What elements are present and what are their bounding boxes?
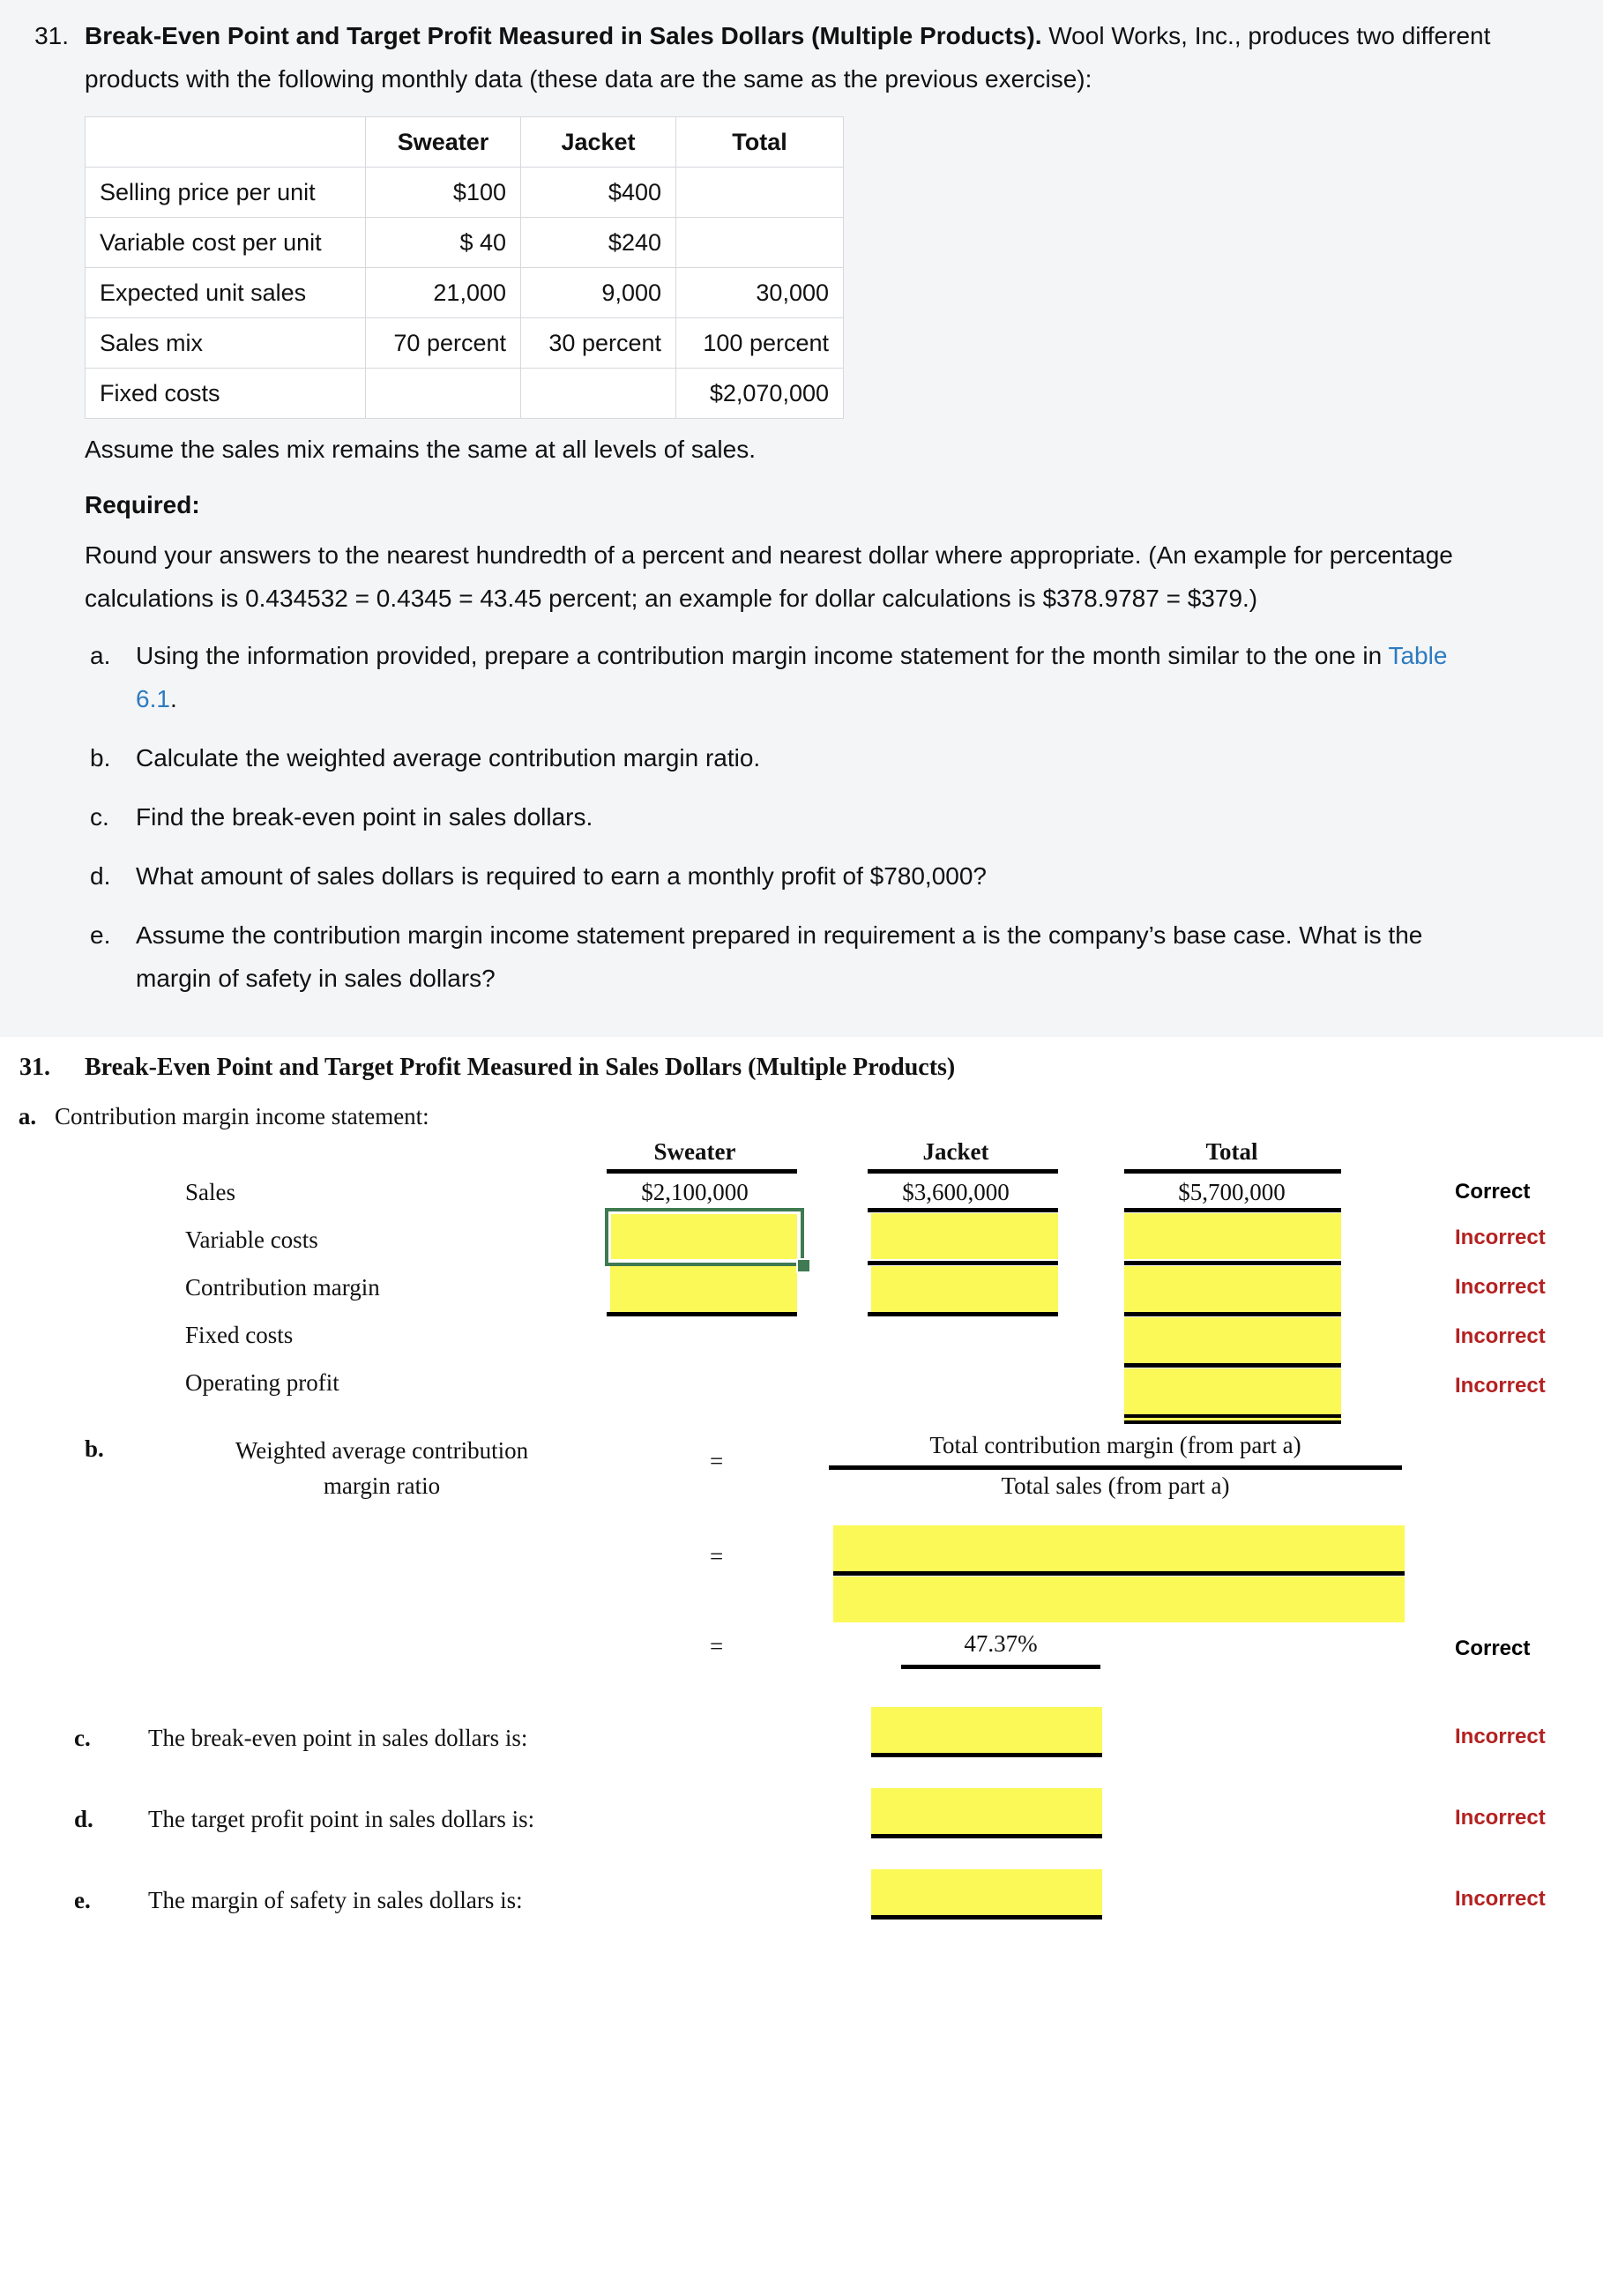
requirement-text: Assume the contribution margin income statement prepared in requirement a is the company’s base case. What is the margin of safety in sales dollars? [136, 921, 1423, 992]
part-c-letter: c. [74, 1725, 91, 1751]
answer-number: 31. [19, 1054, 50, 1081]
row-label: Fixed costs [86, 369, 366, 419]
part-b-result-rule [901, 1665, 1100, 1669]
header-jacket: Jacket [521, 117, 676, 168]
sales-value-sweater: $2,100,000 [641, 1179, 749, 1205]
question-header-row [0, 0, 1603, 1016]
cell-total: 30,000 [676, 268, 844, 318]
rule-jacket-variable [868, 1261, 1058, 1265]
part-b-input-fraction-rule [833, 1571, 1405, 1576]
requirement-text: Find the break-even point in sales dollars. [136, 803, 593, 831]
status-badge-contribution-margin: Incorrect [1455, 1275, 1546, 1299]
part-b-denominator: Total sales (from part a) [1001, 1472, 1230, 1499]
rounding-note: Round your answers to the nearest hundredth of a percent and nearest dollar where appropriate. (An example for percentage calculations is 0.434532 = 0.4345 = 43.45 percent; an example for dollar calculations is $378.9787 = $379.) [85, 541, 1453, 612]
col-header-jacket: Jacket [922, 1138, 989, 1165]
part-e-text: The margin of safety in sales dollars is: [148, 1887, 523, 1913]
equals-sign-3: = [710, 1633, 724, 1659]
fill-handle[interactable] [796, 1258, 811, 1273]
part-d-letter: d. [74, 1806, 93, 1832]
input-target-profit-sales-dollars[interactable] [871, 1788, 1102, 1834]
cell-total: 100 percent [676, 318, 844, 369]
requirement-item-e [85, 913, 1506, 1000]
requirement-letter: c. [90, 803, 109, 831]
requirement-letter: a. [90, 642, 111, 669]
rule-jacket-contribution [868, 1312, 1058, 1316]
requirement-item-d [85, 854, 1506, 898]
status-badge-part-b: Correct [1455, 1636, 1531, 1660]
question-number: 31. [34, 22, 69, 49]
input-fixed-costs-total[interactable] [1124, 1317, 1341, 1363]
part-a-heading-row [0, 1100, 1603, 1132]
status-badge-part-e: Incorrect [1455, 1887, 1546, 1911]
equals-sign-1: = [710, 1448, 724, 1474]
contribution-margin-statement [0, 1137, 1603, 1402]
header-blank [86, 117, 366, 168]
answer-title: Break-Even Point and Target Profit Measured in Sales Dollars (Multiple Products) [85, 1054, 956, 1081]
cell-jacket: $400 [521, 168, 676, 218]
part-b-result: 47.37% [964, 1630, 1038, 1657]
part-b-fraction-rule [829, 1465, 1402, 1470]
question-title: Break-Even Point and Target Profit Measured in Sales Dollars (Multiple Products). [85, 22, 1042, 49]
status-badge-operating-profit: Incorrect [1455, 1374, 1546, 1398]
input-part-b-numerator[interactable] [833, 1525, 1405, 1571]
rule-total-top [1124, 1208, 1341, 1212]
question-body [85, 0, 1603, 1016]
rule-total-double-underline [1124, 1414, 1341, 1424]
cell-jacket: 30 percent [521, 318, 676, 369]
part-a-letter: a. [18, 1103, 37, 1129]
part-b-label-line2: margin ratio [323, 1472, 441, 1499]
requirement-text-before: Using the information provided, prepare a contribution margin income statement for the month similar to the one in [136, 642, 1389, 669]
rule-part-e [871, 1915, 1102, 1920]
table-row [86, 168, 844, 218]
answer-title-row [0, 1051, 1603, 1085]
sales-value-jacket: $3,600,000 [902, 1179, 1010, 1205]
input-break-even-sales-dollars[interactable] [871, 1707, 1102, 1753]
col-rule-total [1124, 1169, 1341, 1174]
cell-sweater: 21,000 [366, 268, 521, 318]
requirements-list [85, 634, 1506, 1000]
input-margin-of-safety-sales-dollars[interactable] [871, 1869, 1102, 1915]
header-sweater: Sweater [366, 117, 521, 168]
status-badge-sales: Correct [1455, 1180, 1531, 1204]
input-contribution-margin-jacket[interactable] [871, 1266, 1058, 1312]
col-rule-jacket [868, 1169, 1058, 1174]
rule-jacket-top [868, 1208, 1058, 1212]
row-label-operating-profit: Operating profit [185, 1369, 339, 1396]
requirement-text: What amount of sales dollars is required to earn a monthly profit of $780,000? [136, 862, 987, 890]
header-total: Total [676, 117, 844, 168]
rule-sweater-contribution [607, 1312, 797, 1316]
input-variable-costs-total[interactable] [1124, 1213, 1341, 1259]
sales-value-total: $5,700,000 [1178, 1179, 1286, 1205]
part-e-row [0, 1864, 1603, 1942]
requirement-item-c [85, 795, 1506, 839]
requirement-item-b [85, 736, 1506, 779]
input-contribution-margin-sweater[interactable] [610, 1266, 797, 1312]
rule-sweater-variable [607, 1261, 797, 1265]
input-operating-profit-total[interactable] [1124, 1368, 1341, 1414]
rule-total-contribution [1124, 1312, 1341, 1316]
status-badge-variable-costs: Incorrect [1455, 1226, 1546, 1249]
requirement-letter: b. [90, 744, 111, 772]
question-intro-rest: Wool Works, Inc., produces two different products with the following monthly data (these data are the same as the previous exercise): [85, 22, 1491, 93]
question-intro [85, 14, 1506, 101]
row-label-fixed-costs: Fixed costs [185, 1322, 294, 1348]
table-row [86, 268, 844, 318]
part-b-block [0, 1428, 1603, 1693]
status-badge-part-d: Incorrect [1455, 1806, 1546, 1830]
row-label-contribution-margin: Contribution margin [185, 1274, 380, 1301]
assumption-note: Assume the sales mix remains the same at all levels of sales. [85, 436, 756, 463]
part-e-letter: e. [74, 1887, 91, 1913]
row-label: Expected unit sales [86, 268, 366, 318]
rule-total-fixed [1124, 1363, 1341, 1368]
col-header-sweater: Sweater [653, 1138, 736, 1165]
given-data-table-body [86, 168, 844, 419]
given-data-table [85, 116, 844, 419]
row-label: Variable cost per unit [86, 218, 366, 268]
question-section [0, 0, 1603, 1037]
part-c-text: The break-even point in sales dollars is: [148, 1725, 528, 1751]
requirement-letter: d. [90, 862, 111, 890]
cell-sweater: $ 40 [366, 218, 521, 268]
requirement-text-after: . [169, 685, 177, 712]
cell-jacket: 9,000 [521, 268, 676, 318]
status-badge-part-c: Incorrect [1455, 1725, 1546, 1748]
requirement-item-a [85, 634, 1506, 720]
table-row [86, 318, 844, 369]
part-b-numerator: Total contribution margin (from part a) [929, 1432, 1301, 1458]
part-b-label-line1: Weighted average contribution [235, 1437, 529, 1464]
part-c-row [0, 1702, 1603, 1779]
cell-sweater [366, 369, 521, 419]
cell-sweater: 70 percent [366, 318, 521, 369]
part-a-heading: Contribution margin income statement: [55, 1103, 429, 1129]
cell-jacket: $240 [521, 218, 676, 268]
rule-part-d [871, 1834, 1102, 1838]
table-6-1-link[interactable]: Table 6.1 [136, 642, 1448, 712]
table-header-row [86, 117, 844, 168]
row-label-variable-costs: Variable costs [185, 1226, 318, 1253]
answer-section [0, 1037, 1603, 1942]
rule-part-c [871, 1753, 1102, 1757]
cell-total [676, 218, 844, 268]
required-heading: Required: [85, 491, 200, 518]
cell-jacket [521, 369, 676, 419]
col-rule-sweater [607, 1169, 797, 1174]
cell-total [676, 168, 844, 218]
table-row [86, 369, 844, 419]
input-variable-costs-jacket[interactable] [871, 1213, 1058, 1259]
given-data-table-head [86, 117, 844, 168]
status-badge-fixed-costs: Incorrect [1455, 1324, 1546, 1348]
rule-total-variable [1124, 1261, 1341, 1265]
requirement-text [136, 634, 1506, 720]
cell-total: $2,070,000 [676, 369, 844, 419]
equals-sign-2: = [710, 1543, 724, 1569]
requirement-letter: e. [90, 921, 111, 949]
input-contribution-margin-total[interactable] [1124, 1266, 1341, 1312]
part-d-text: The target profit point in sales dollars is: [148, 1806, 535, 1832]
part-d-row [0, 1783, 1603, 1860]
input-part-b-denominator[interactable] [833, 1577, 1405, 1622]
row-label-sales: Sales [185, 1179, 235, 1205]
requirement-text: Calculate the weighted average contribution margin ratio. [136, 744, 761, 772]
table-row [86, 218, 844, 268]
row-label: Sales mix [86, 318, 366, 369]
cell-sweater: $100 [366, 168, 521, 218]
input-variable-costs-sweater[interactable] [610, 1213, 797, 1259]
part-b-letter: b. [85, 1435, 104, 1462]
col-header-total: Total [1205, 1138, 1258, 1165]
row-label: Selling price per unit [86, 168, 366, 218]
